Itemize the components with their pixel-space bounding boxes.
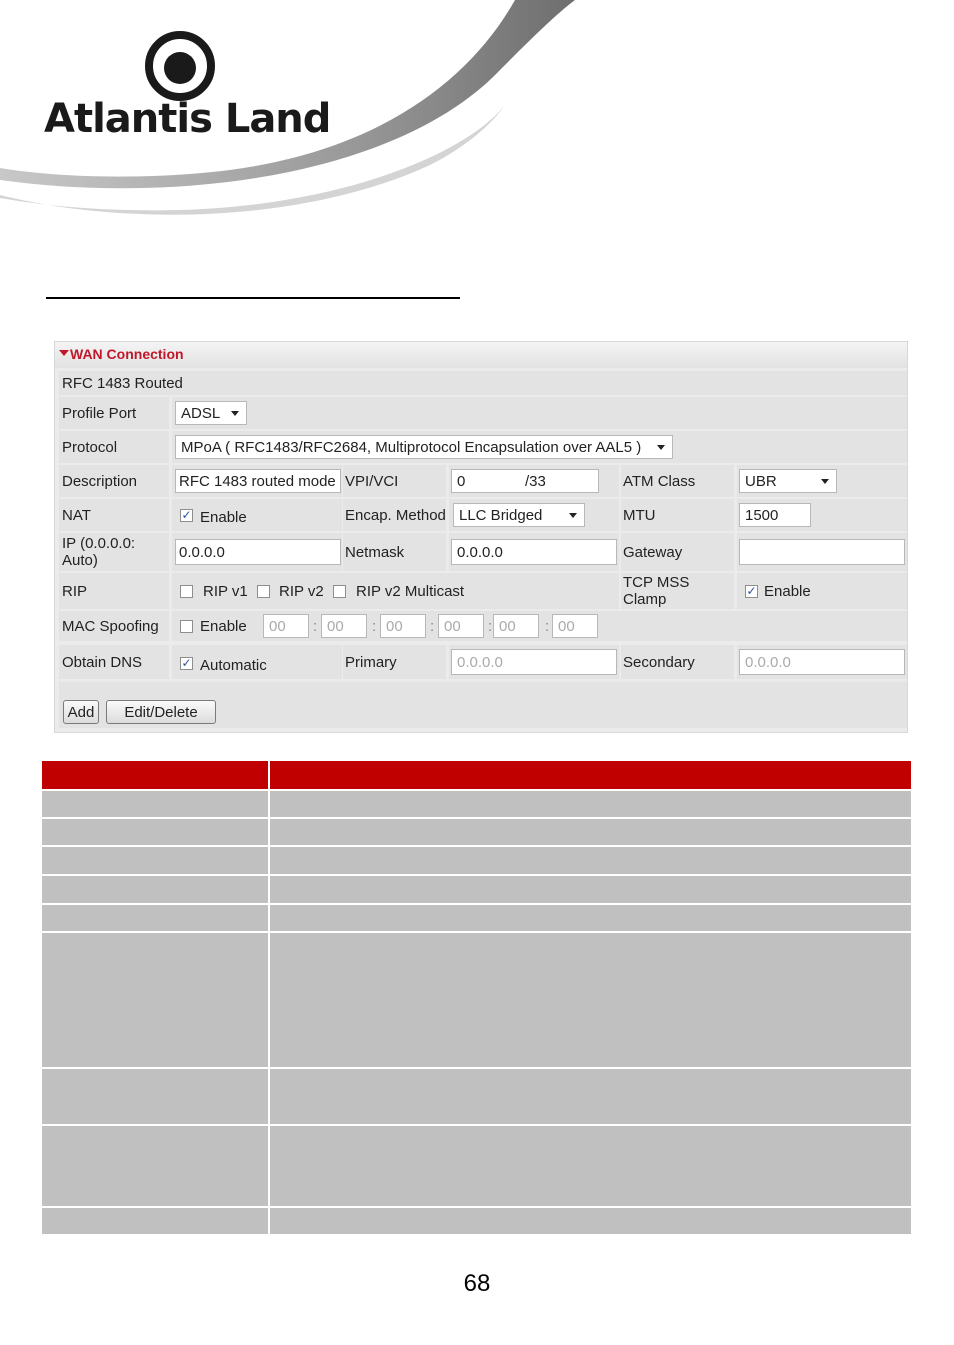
mac-separator: : xyxy=(313,617,318,635)
ip-row xyxy=(59,533,907,571)
table-header-row xyxy=(42,761,911,789)
chevron-down-icon xyxy=(821,479,829,484)
section-title-underline xyxy=(46,297,460,299)
tcp-mss-enable-checkbox[interactable]: ✓ xyxy=(746,584,757,598)
profile-port-label: Profile Port xyxy=(62,404,137,422)
mac-separator: : xyxy=(545,617,550,635)
mtu-label: MTU xyxy=(623,506,656,524)
vpi-vci-label: VPI/VCI xyxy=(345,472,399,490)
gateway-input[interactable] xyxy=(739,539,905,565)
primary-dns-input[interactable]: 0.0.0.0 xyxy=(451,649,617,675)
rip-v2-label: RIP v2 xyxy=(279,582,324,600)
table-row xyxy=(42,876,911,903)
netmask-label: Netmask xyxy=(345,543,405,561)
logo-wordmark: Atlantis Land xyxy=(44,96,331,142)
table-header-cell xyxy=(42,761,268,789)
nat-enable-checkbox[interactable]: ✓ xyxy=(181,508,192,522)
table-row xyxy=(42,933,911,1067)
tcp-mss-label-line1: TCP MSS xyxy=(623,574,690,591)
table-row xyxy=(42,791,911,817)
page-number: 68 xyxy=(463,1270,491,1297)
rip-row xyxy=(59,573,907,609)
rip-v2-multicast-checkbox[interactable] xyxy=(333,585,346,598)
ip-label-line2: Auto) xyxy=(62,552,98,569)
table-row xyxy=(42,905,911,931)
protocol-row xyxy=(59,431,907,463)
tcp-mss-enable-label: Enable xyxy=(764,582,811,600)
mac-octet-input[interactable]: 00 xyxy=(552,614,598,638)
mac-spoofing-enable-checkbox[interactable] xyxy=(180,620,193,633)
panel-header[interactable] xyxy=(55,342,907,368)
section-label: RFC 1483 Routed xyxy=(62,374,183,392)
vpi-vci-input[interactable] xyxy=(451,469,599,493)
profile-port-row xyxy=(59,397,907,429)
obtain-dns-label: Obtain DNS xyxy=(62,653,143,671)
mac-octet-input[interactable]: 00 xyxy=(380,614,426,638)
secondary-dns-input[interactable]: 0.0.0.0 xyxy=(739,649,905,675)
description-row xyxy=(59,465,907,497)
ip-label-line1: IP (0.0.0.0: xyxy=(62,535,136,552)
obtain-dns-automatic-checkbox[interactable]: ✓ xyxy=(181,656,192,670)
encap-method-select[interactable] xyxy=(453,503,585,527)
mac-separator: : xyxy=(488,617,493,635)
protocol-value: MPoA ( RFC1483/RFC2684, Multiprotocol Encapsulation over AAL5 ) xyxy=(181,438,642,456)
gateway-label: Gateway xyxy=(623,543,683,561)
description-label: Description xyxy=(62,472,138,490)
obtain-dns-automatic-label: Automatic xyxy=(200,656,267,674)
edit-delete-button[interactable]: Edit/Delete xyxy=(106,700,216,724)
description-input[interactable]: RFC 1483 routed mode xyxy=(175,469,341,493)
obtain-dns-row xyxy=(59,645,907,679)
mtu-input[interactable]: 1500 xyxy=(739,503,811,527)
table-header-cell xyxy=(270,761,911,789)
mac-octet-input[interactable]: 00 xyxy=(321,614,367,638)
mac-separator: : xyxy=(430,617,435,635)
rip-v2-multicast-label: RIP v2 Multicast xyxy=(356,582,465,600)
ip-label xyxy=(62,533,135,571)
netmask-input[interactable]: 0.0.0.0 xyxy=(451,539,617,565)
button-row xyxy=(59,682,907,728)
logo-icon xyxy=(144,30,216,102)
table-row xyxy=(42,1069,911,1124)
panel-title: WAN Connection xyxy=(70,346,184,362)
table-row xyxy=(42,819,911,845)
nat-row xyxy=(59,499,907,531)
encap-method-value: LLC Bridged xyxy=(459,506,543,524)
protocol-label: Protocol xyxy=(62,438,118,456)
atm-class-select[interactable] xyxy=(739,469,837,493)
ip-input[interactable]: 0.0.0.0 xyxy=(175,539,341,565)
atm-class-value: UBR xyxy=(745,472,777,490)
rip-v2-checkbox[interactable] xyxy=(257,585,270,598)
profile-port-value: ADSL xyxy=(181,404,221,422)
table-row xyxy=(42,1208,911,1234)
mac-spoofing-enable-label: Enable xyxy=(200,617,247,635)
rip-v1-label: RIP v1 xyxy=(203,582,248,600)
section-row xyxy=(59,371,907,395)
mac-spoofing-row xyxy=(59,611,907,641)
tcp-mss-label-line2: Clamp xyxy=(623,591,667,608)
chevron-down-icon xyxy=(231,411,239,416)
rip-label: RIP xyxy=(62,582,88,600)
atm-class-label: ATM Class xyxy=(623,472,696,490)
profile-port-select[interactable] xyxy=(175,401,247,425)
add-button[interactable]: Add xyxy=(63,700,99,724)
rip-v1-checkbox[interactable] xyxy=(180,585,193,598)
encap-method-label: Encap. Method xyxy=(345,506,446,524)
mac-octet-input[interactable]: 00 xyxy=(438,614,484,638)
collapse-triangle-icon[interactable] xyxy=(59,350,69,356)
vpi-vci-separator: / xyxy=(525,472,530,490)
mac-separator: : xyxy=(372,617,377,635)
mac-spoofing-label: MAC Spoofing xyxy=(62,617,159,635)
vpi-value: 0 xyxy=(457,472,466,490)
secondary-dns-label: Secondary xyxy=(623,653,695,671)
tcp-mss-clamp-label xyxy=(623,573,689,609)
mac-octet-input[interactable]: 00 xyxy=(493,614,539,638)
chevron-down-icon xyxy=(657,445,665,450)
primary-dns-label: Primary xyxy=(345,653,397,671)
mac-octet-input[interactable]: 00 xyxy=(263,614,309,638)
wan-connection-panel xyxy=(54,341,908,733)
vci-value: 33 xyxy=(529,472,546,490)
nat-enable-label: Enable xyxy=(200,508,247,526)
table-row xyxy=(42,1126,911,1206)
nat-label: NAT xyxy=(62,506,91,524)
protocol-select[interactable] xyxy=(175,435,673,459)
table-row xyxy=(42,847,911,874)
chevron-down-icon xyxy=(569,513,577,518)
